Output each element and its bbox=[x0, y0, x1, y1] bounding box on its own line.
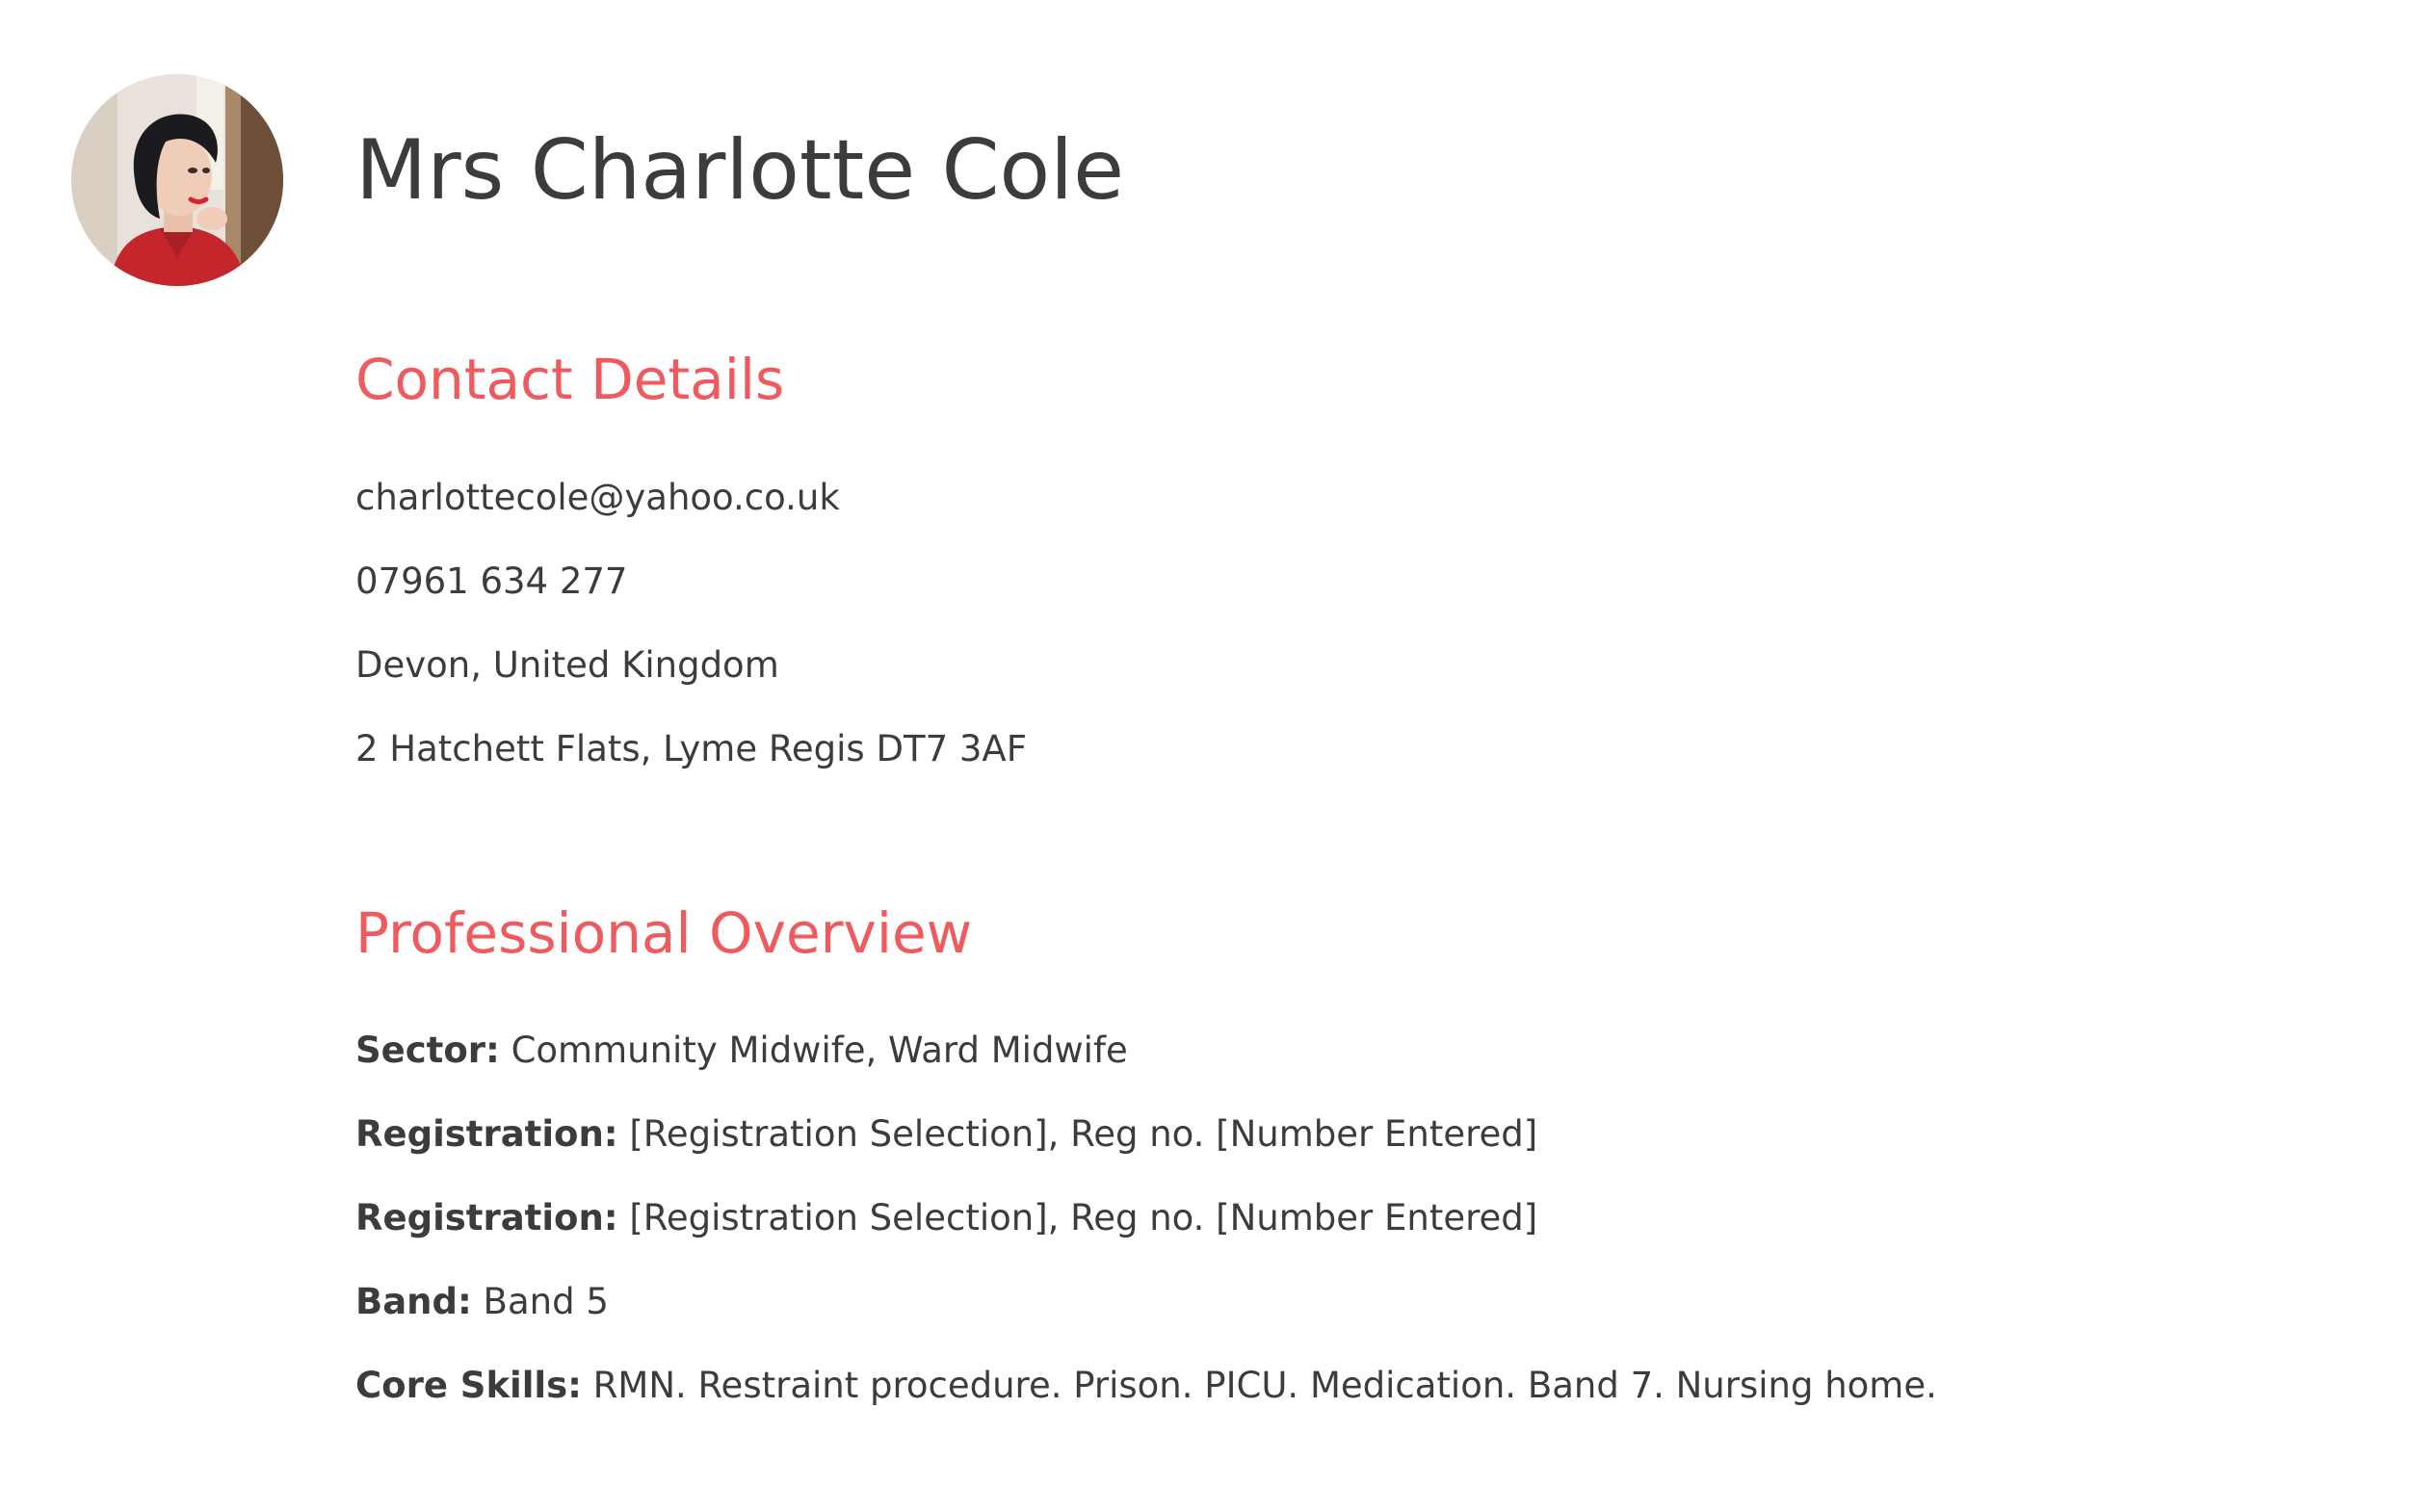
contact-region: Devon, United Kingdom bbox=[355, 644, 779, 686]
registration-2-value: [Registration Selection], Reg no. [Number Entered] bbox=[617, 1197, 1538, 1238]
overview-registration-1 bbox=[355, 1111, 1537, 1158]
professional-overview-heading: Professional Overview bbox=[355, 900, 973, 966]
band-value: Band 5 bbox=[471, 1281, 609, 1322]
sector-value: Community Midwife, Ward Midwife bbox=[499, 1030, 1128, 1071]
sector-label: Sector: bbox=[355, 1030, 500, 1071]
core-skills-value: RMN. Restraint procedure. Prison. PICU. Medication. Band 7. Nursing home. bbox=[581, 1365, 1937, 1406]
registration-1-label: Registration: bbox=[355, 1113, 618, 1155]
profile-avatar bbox=[71, 74, 283, 286]
contact-details-heading: Contact Details bbox=[355, 347, 785, 412]
overview-registration-2 bbox=[355, 1195, 1537, 1241]
registration-2-label: Registration: bbox=[355, 1197, 618, 1238]
profile-photo bbox=[71, 74, 283, 286]
overview-band bbox=[355, 1279, 609, 1325]
contact-phone: 07961 634 277 bbox=[355, 560, 628, 602]
overview-core-skills bbox=[355, 1363, 1937, 1409]
registration-1-value: [Registration Selection], Reg no. [Number Entered] bbox=[617, 1113, 1538, 1155]
contact-address: 2 Hatchett Flats, Lyme Regis DT7 3AF bbox=[355, 728, 1028, 769]
overview-sector bbox=[355, 1028, 1128, 1074]
core-skills-label: Core Skills: bbox=[355, 1365, 582, 1406]
profile-name: Mrs Charlotte Cole bbox=[355, 122, 1124, 219]
band-label: Band: bbox=[355, 1281, 472, 1322]
contact-email: charlottecole@yahoo.co.uk bbox=[355, 477, 840, 518]
